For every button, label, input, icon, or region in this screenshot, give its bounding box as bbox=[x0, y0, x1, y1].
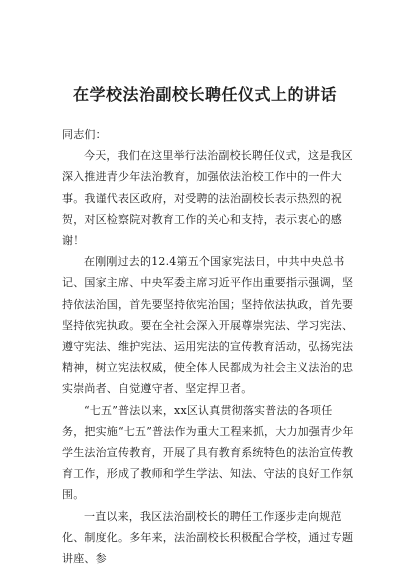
paragraph-2: 在刚刚过去的12.4第五个国家宪法日，中共中央总书记、国家主席、中央军委主席习近平作出重要指示强调，坚持依法治国，首先要坚持依宪治国；坚持依法执政，首先要坚持依宪执政。要在全社会深入开展尊崇宪法、学习宪法、遵守宪法、维护宪法、运用宪法的宣传教育活动，弘扬宪法精神，树立宪法权威，使全体人民都成为社会主义法治的忠实崇尚者、自觉遵守者、坚定捍卫者。 bbox=[62, 255, 354, 396]
document-title: 在学校法治副校长聘任仪式上的讲话 bbox=[72, 85, 337, 104]
document-body bbox=[62, 124, 354, 569]
paragraph-4: 一直以来，我区法治副校长的聘任工作逐步走向规范化、制度化。多年来，法治副校长积极配合学校，通过专题讲座、参 bbox=[62, 509, 354, 566]
paragraph-1: 今天，我们在这里举行法治副校长聘任仪式，这是我区深入推进青少年法治教育，加强依法治校工作中的一件大事。我谨代表区政府，对受聘的法治副校长表示热烈的祝贺，对区检察院对教育工作的关心和支持，表示衷心的感谢！ bbox=[62, 149, 353, 248]
salutation: 同志们： bbox=[62, 128, 107, 141]
paragraph-3: “七五”普法以来，xx区认真贯彻落实普法的各项任务，把实施“七五”普法作为重大工程来抓，大力加强青少年学生法治宣传教育，开展了具有教育系统特色的法治宣传教育工作，形成了教师和学生学法、知法、守法的良好工作氛围。 bbox=[62, 403, 354, 502]
